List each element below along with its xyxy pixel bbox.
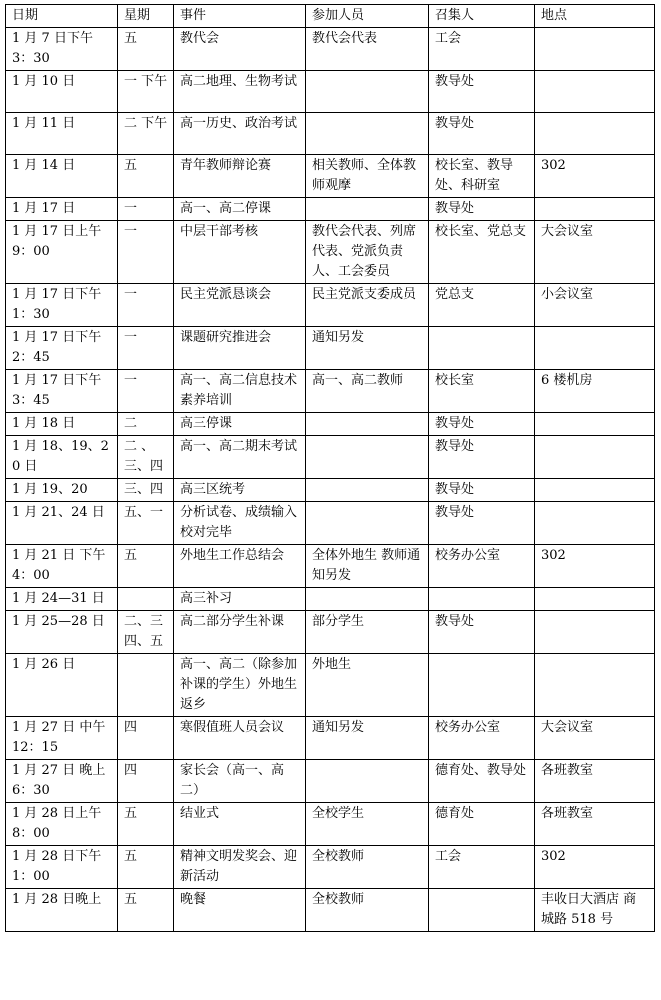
cell-date: 1 月 26 日 bbox=[6, 654, 118, 717]
column-header-participants: 参加人员 bbox=[306, 5, 429, 28]
table-row bbox=[6, 327, 655, 370]
cell-weekday: 一 bbox=[118, 284, 174, 327]
cell-convener: 教导处 bbox=[429, 71, 535, 113]
cell-convener: 校长室 bbox=[429, 370, 535, 413]
cell-participants: 高一、高二教师 bbox=[306, 370, 429, 413]
cell-event: 高一、高二停课 bbox=[174, 198, 306, 221]
cell-weekday: 五 bbox=[118, 28, 174, 71]
cell-convener: 校长室、党总支 bbox=[429, 221, 535, 284]
cell-event: 高二地理、生物考试 bbox=[174, 71, 306, 113]
cell-weekday: 二 下午 bbox=[118, 113, 174, 155]
cell-convener bbox=[429, 654, 535, 717]
cell-convener: 德育处、教导处 bbox=[429, 760, 535, 803]
cell-weekday bbox=[118, 654, 174, 717]
cell-event: 青年教师辩论赛 bbox=[174, 155, 306, 198]
cell-participants bbox=[306, 413, 429, 436]
cell-convener: 工会 bbox=[429, 28, 535, 71]
cell-event: 高三区统考 bbox=[174, 479, 306, 502]
cell-date: 1 月 28 日上午 8：00 bbox=[6, 803, 118, 846]
cell-date: 1 月 27 日 中午 12：15 bbox=[6, 717, 118, 760]
cell-location: 6 楼机房 bbox=[535, 370, 655, 413]
cell-participants: 通知另发 bbox=[306, 717, 429, 760]
cell-location bbox=[535, 327, 655, 370]
cell-convener: 教导处 bbox=[429, 502, 535, 545]
cell-participants: 相关教师、全体教师观摩 bbox=[306, 155, 429, 198]
cell-weekday: 三、四 bbox=[118, 479, 174, 502]
cell-participants: 全校教师 bbox=[306, 846, 429, 889]
cell-location bbox=[535, 611, 655, 654]
cell-event: 精神文明发奖会、迎新活动 bbox=[174, 846, 306, 889]
column-header-convener: 召集人 bbox=[429, 5, 535, 28]
column-header-location: 地点 bbox=[535, 5, 655, 28]
cell-location: 302 bbox=[535, 545, 655, 588]
cell-event: 中层干部考核 bbox=[174, 221, 306, 284]
cell-location: 302 bbox=[535, 846, 655, 889]
cell-location bbox=[535, 654, 655, 717]
cell-event: 民主党派恳谈会 bbox=[174, 284, 306, 327]
table-row bbox=[6, 803, 655, 846]
cell-participants bbox=[306, 71, 429, 113]
cell-date: 1 月 10 日 bbox=[6, 71, 118, 113]
table-row bbox=[6, 545, 655, 588]
table-row bbox=[6, 502, 655, 545]
table-row bbox=[6, 717, 655, 760]
column-header-date: 日期 bbox=[6, 5, 118, 28]
cell-event: 外地生工作总结会 bbox=[174, 545, 306, 588]
cell-participants bbox=[306, 198, 429, 221]
cell-date: 1 月 11 日 bbox=[6, 113, 118, 155]
cell-convener: 工会 bbox=[429, 846, 535, 889]
cell-location: 丰收日大酒店 商城路 518 号 bbox=[535, 889, 655, 932]
cell-location bbox=[535, 113, 655, 155]
cell-convener: 教导处 bbox=[429, 611, 535, 654]
cell-participants: 通知另发 bbox=[306, 327, 429, 370]
cell-event: 课题研究推进会 bbox=[174, 327, 306, 370]
cell-participants: 教代会代表 bbox=[306, 28, 429, 71]
header-row bbox=[6, 5, 655, 28]
cell-location bbox=[535, 28, 655, 71]
cell-location: 大会议室 bbox=[535, 717, 655, 760]
cell-participants: 全体外地生 教师通知另发 bbox=[306, 545, 429, 588]
cell-location bbox=[535, 413, 655, 436]
table-row bbox=[6, 889, 655, 932]
cell-participants bbox=[306, 588, 429, 611]
cell-convener: 教导处 bbox=[429, 436, 535, 479]
cell-event: 高三停课 bbox=[174, 413, 306, 436]
cell-weekday: 一 bbox=[118, 370, 174, 413]
cell-weekday bbox=[118, 588, 174, 611]
table-row bbox=[6, 155, 655, 198]
cell-convener bbox=[429, 588, 535, 611]
cell-date: 1 月 25—28 日 bbox=[6, 611, 118, 654]
cell-date: 1 月 17 日下午 1：30 bbox=[6, 284, 118, 327]
cell-participants bbox=[306, 113, 429, 155]
cell-participants bbox=[306, 479, 429, 502]
table-row bbox=[6, 611, 655, 654]
cell-event: 高一、高二（除参加补课的学生）外地生返乡 bbox=[174, 654, 306, 717]
cell-weekday: 一 bbox=[118, 327, 174, 370]
cell-location bbox=[535, 71, 655, 113]
table-row bbox=[6, 760, 655, 803]
cell-participants: 外地生 bbox=[306, 654, 429, 717]
cell-date: 1 月 7 日下午 3：30 bbox=[6, 28, 118, 71]
cell-date: 1 月 24—31 日 bbox=[6, 588, 118, 611]
cell-date: 1 月 28 日晚上 bbox=[6, 889, 118, 932]
cell-location: 小会议室 bbox=[535, 284, 655, 327]
cell-date: 1 月 17 日 bbox=[6, 198, 118, 221]
cell-convener: 教导处 bbox=[429, 198, 535, 221]
table-row bbox=[6, 846, 655, 889]
cell-location: 302 bbox=[535, 155, 655, 198]
cell-participants: 全校学生 bbox=[306, 803, 429, 846]
cell-event: 晚餐 bbox=[174, 889, 306, 932]
cell-convener: 教导处 bbox=[429, 113, 535, 155]
cell-date: 1 月 17 日下午 3：45 bbox=[6, 370, 118, 413]
cell-participants: 部分学生 bbox=[306, 611, 429, 654]
cell-weekday: 一 bbox=[118, 221, 174, 284]
cell-event: 结业式 bbox=[174, 803, 306, 846]
cell-weekday: 一 下午 bbox=[118, 71, 174, 113]
cell-event: 分析试卷、成绩输入校对完毕 bbox=[174, 502, 306, 545]
cell-participants: 教代会代表、列席代表、党派负责人、工会委员 bbox=[306, 221, 429, 284]
cell-weekday: 二 、 三、四 bbox=[118, 436, 174, 479]
cell-location bbox=[535, 502, 655, 545]
cell-location: 各班教室 bbox=[535, 803, 655, 846]
cell-weekday: 一 bbox=[118, 198, 174, 221]
cell-weekday: 五 bbox=[118, 846, 174, 889]
cell-participants: 全校教师 bbox=[306, 889, 429, 932]
cell-convener: 党总支 bbox=[429, 284, 535, 327]
cell-participants bbox=[306, 502, 429, 545]
cell-convener: 校务办公室 bbox=[429, 717, 535, 760]
table-row bbox=[6, 28, 655, 71]
table-row bbox=[6, 198, 655, 221]
cell-convener bbox=[429, 889, 535, 932]
cell-weekday: 五 bbox=[118, 803, 174, 846]
cell-date: 1 月 21 日 下午 4：00 bbox=[6, 545, 118, 588]
table-row bbox=[6, 284, 655, 327]
cell-event: 家长会（高一、高二） bbox=[174, 760, 306, 803]
cell-convener: 德育处 bbox=[429, 803, 535, 846]
cell-location bbox=[535, 479, 655, 502]
cell-date: 1 月 27 日 晚上 6：30 bbox=[6, 760, 118, 803]
cell-weekday: 四 bbox=[118, 717, 174, 760]
table-row bbox=[6, 436, 655, 479]
cell-convener: 校务办公室 bbox=[429, 545, 535, 588]
table-row bbox=[6, 370, 655, 413]
cell-event: 高一历史、政治考试 bbox=[174, 113, 306, 155]
table-row bbox=[6, 413, 655, 436]
cell-event: 高二部分学生补课 bbox=[174, 611, 306, 654]
cell-participants: 民主党派支委成员 bbox=[306, 284, 429, 327]
table-row bbox=[6, 588, 655, 611]
table-row bbox=[6, 654, 655, 717]
cell-location bbox=[535, 588, 655, 611]
cell-participants bbox=[306, 436, 429, 479]
table-row bbox=[6, 479, 655, 502]
cell-date: 1 月 18 日 bbox=[6, 413, 118, 436]
cell-event: 高三补习 bbox=[174, 588, 306, 611]
cell-date: 1 月 21、24 日 bbox=[6, 502, 118, 545]
table-row bbox=[6, 71, 655, 113]
cell-date: 1 月 28 日下午 1：00 bbox=[6, 846, 118, 889]
cell-weekday: 五 bbox=[118, 545, 174, 588]
cell-location bbox=[535, 198, 655, 221]
cell-weekday: 四 bbox=[118, 760, 174, 803]
cell-date: 1 月 14 日 bbox=[6, 155, 118, 198]
cell-event: 高一、高二信息技术素养培训 bbox=[174, 370, 306, 413]
cell-event: 寒假值班人员会议 bbox=[174, 717, 306, 760]
cell-weekday: 二、三 四、五 bbox=[118, 611, 174, 654]
cell-location: 各班教室 bbox=[535, 760, 655, 803]
cell-convener bbox=[429, 327, 535, 370]
cell-weekday: 五、一 bbox=[118, 502, 174, 545]
cell-convener: 教导处 bbox=[429, 479, 535, 502]
column-header-weekday: 星期 bbox=[118, 5, 174, 28]
cell-date: 1 月 19、20 bbox=[6, 479, 118, 502]
cell-weekday: 五 bbox=[118, 889, 174, 932]
cell-weekday: 五 bbox=[118, 155, 174, 198]
cell-convener: 教导处 bbox=[429, 413, 535, 436]
cell-location: 大会议室 bbox=[535, 221, 655, 284]
cell-participants bbox=[306, 760, 429, 803]
cell-weekday: 二 bbox=[118, 413, 174, 436]
column-header-event: 事件 bbox=[174, 5, 306, 28]
cell-date: 1 月 17 日下午 2：45 bbox=[6, 327, 118, 370]
cell-location bbox=[535, 436, 655, 479]
cell-convener: 校长室、教导处、科研室 bbox=[429, 155, 535, 198]
table-row bbox=[6, 113, 655, 155]
cell-event: 高一、高二期末考试 bbox=[174, 436, 306, 479]
cell-event: 教代会 bbox=[174, 28, 306, 71]
table-row bbox=[6, 221, 655, 284]
cell-date: 1 月 18、19、20 日 bbox=[6, 436, 118, 479]
cell-date: 1 月 17 日上午 9：00 bbox=[6, 221, 118, 284]
schedule-table bbox=[5, 4, 655, 932]
